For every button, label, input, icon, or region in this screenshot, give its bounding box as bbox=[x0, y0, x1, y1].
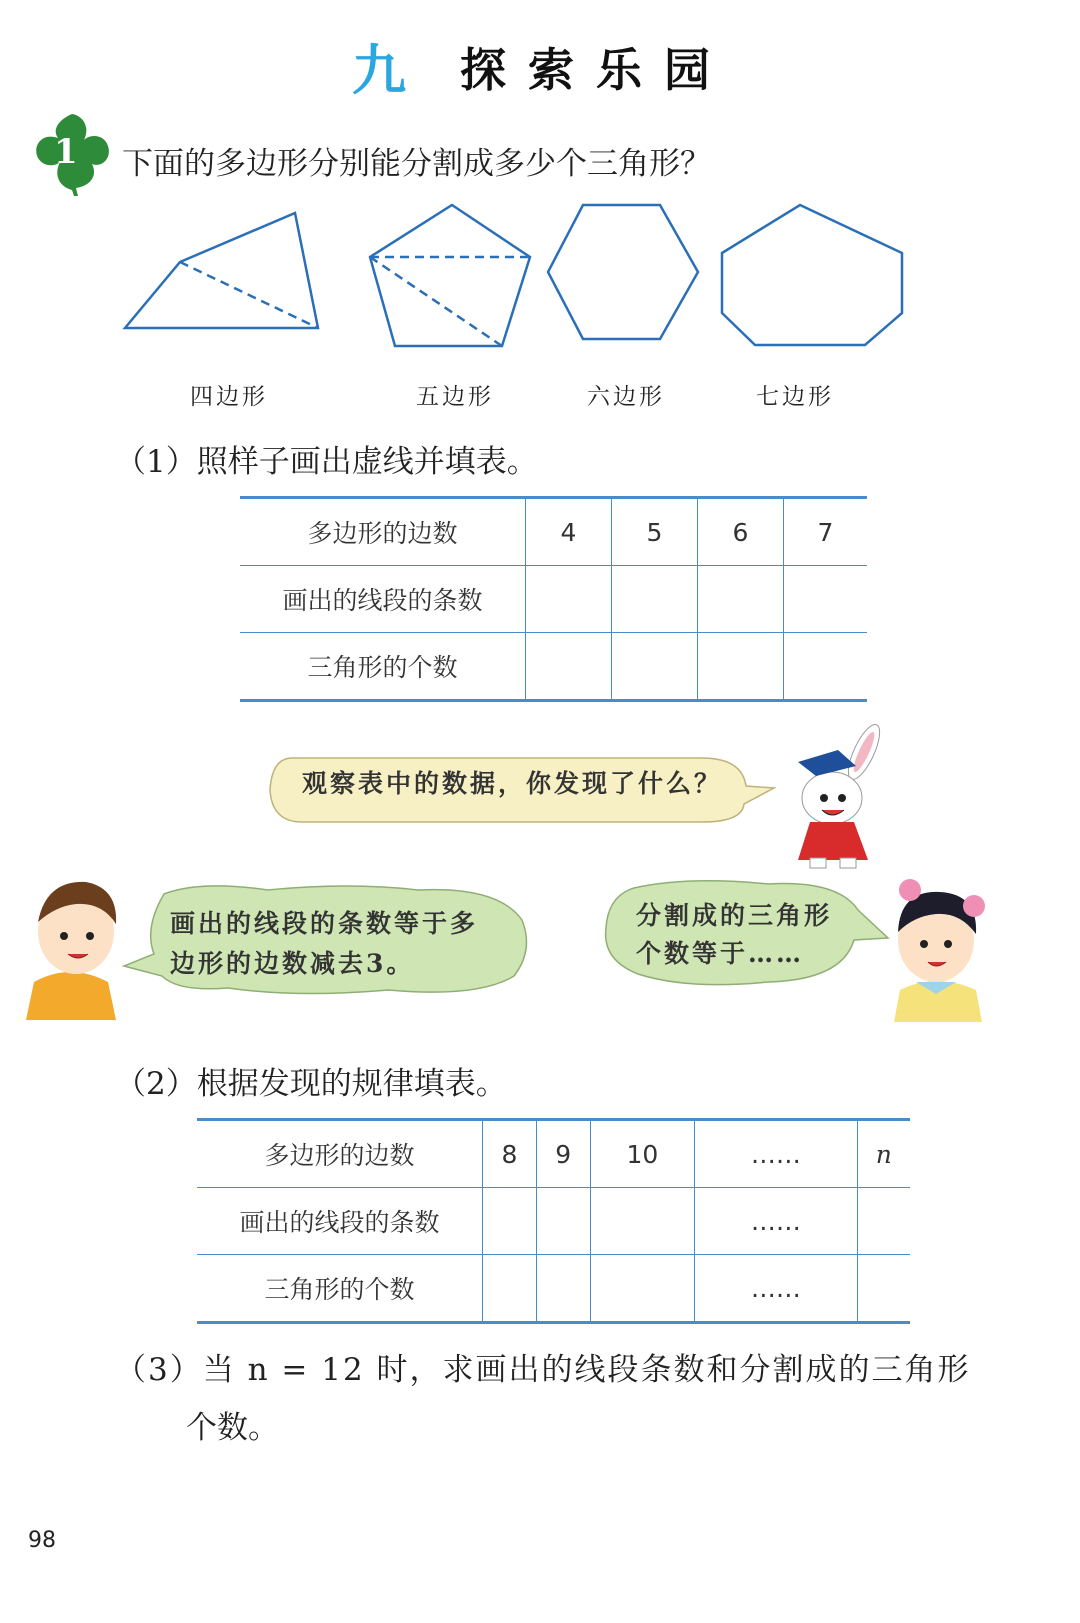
table1-cell: 7 bbox=[784, 498, 868, 566]
table1-blank-cell[interactable] bbox=[526, 633, 612, 701]
table1-blank-cell[interactable] bbox=[784, 633, 868, 701]
polygon-figures bbox=[110, 195, 930, 365]
part2-label: （2）根据发现的规律填表。 bbox=[115, 1066, 507, 1102]
rabbit-speech-text: 观察表中的数据，你发现了什么？ bbox=[302, 769, 723, 798]
chapter-title: 探索乐园 bbox=[460, 43, 732, 97]
table2-blank-cell[interactable] bbox=[857, 1188, 910, 1255]
table1-blank-cell[interactable] bbox=[698, 566, 784, 633]
part3-line-2: 个数。 bbox=[186, 1410, 279, 1446]
part1-label: （1）照样子画出虚线并填表。 bbox=[115, 444, 538, 480]
part2-table bbox=[197, 1118, 910, 1324]
boy-speech-line-2: 边形的边数减去3。 bbox=[170, 949, 415, 978]
shape-label-pentagon: 五边形 bbox=[416, 384, 494, 410]
table1-row-label: 三角形的个数 bbox=[307, 653, 458, 682]
girl-speech-line-1: 分割成的三角形 bbox=[636, 901, 833, 930]
chapter-number: 九 bbox=[352, 39, 406, 102]
rabbit-teacher-illustration bbox=[780, 722, 890, 872]
table2-blank-cell[interactable] bbox=[536, 1188, 590, 1255]
boy-speech-line-1: 画出的线段的条数等于多 bbox=[170, 909, 479, 938]
hexagon-shape bbox=[548, 205, 698, 339]
table1-blank-cell[interactable] bbox=[612, 566, 698, 633]
table2-row-label: 画出的线段的条数 bbox=[197, 1188, 483, 1255]
shape-label-quadrilateral: 四边形 bbox=[190, 384, 268, 410]
part3-line-1: （3）当 n = 12 时，求画出的线段条数和分割成的三角形 bbox=[115, 1352, 971, 1388]
table2-ellipsis-cell: …… bbox=[695, 1188, 857, 1255]
table1-row-label: 多边形的边数 bbox=[240, 498, 526, 566]
quadrilateral-diagonal bbox=[180, 262, 318, 328]
table2-blank-cell[interactable] bbox=[590, 1255, 694, 1323]
pentagon-shape bbox=[370, 205, 530, 346]
table2-cell: n bbox=[857, 1120, 910, 1188]
problem-question: 下面的多边形分别能分割成多少个三角形？ bbox=[122, 146, 711, 182]
table2-blank-cell[interactable] bbox=[536, 1255, 590, 1323]
table1-cell: 6 bbox=[698, 498, 784, 566]
shape-label-heptagon: 七边形 bbox=[756, 384, 834, 410]
table2-blank-cell[interactable] bbox=[590, 1188, 694, 1255]
table2-cell: 10 bbox=[590, 1120, 694, 1188]
girl-illustration bbox=[880, 872, 992, 1022]
shape-label-hexagon: 六边形 bbox=[587, 384, 665, 410]
table1-cell: 4 bbox=[526, 498, 612, 566]
table1-row-label: 画出的线段的条数 bbox=[240, 566, 526, 633]
pentagon-diagonal-2 bbox=[370, 257, 502, 346]
girl-speech-line-2: 个数等于…… bbox=[636, 939, 805, 968]
part1-table bbox=[240, 496, 867, 702]
table2-cell: 9 bbox=[536, 1120, 590, 1188]
table2-cell: …… bbox=[695, 1120, 857, 1188]
table1-blank-cell[interactable] bbox=[612, 633, 698, 701]
table2-blank-cell[interactable] bbox=[857, 1255, 910, 1323]
table1-blank-cell[interactable] bbox=[698, 633, 784, 701]
quadrilateral-shape bbox=[125, 213, 318, 328]
table2-cell: 8 bbox=[483, 1120, 537, 1188]
table1-cell: 5 bbox=[612, 498, 698, 566]
table2-blank-cell[interactable] bbox=[483, 1188, 537, 1255]
table2-ellipsis-cell: …… bbox=[695, 1255, 857, 1323]
table1-blank-cell[interactable] bbox=[784, 566, 868, 633]
table2-row-label: 多边形的边数 bbox=[197, 1120, 483, 1188]
page-number: 98 bbox=[28, 1528, 56, 1553]
problem-number: 1 bbox=[54, 132, 78, 172]
table2-row-label: 三角形的个数 bbox=[264, 1275, 415, 1304]
heptagon-shape bbox=[722, 205, 902, 345]
boy-illustration bbox=[16, 870, 126, 1020]
table1-blank-cell[interactable] bbox=[526, 566, 612, 633]
table2-blank-cell[interactable] bbox=[483, 1255, 537, 1323]
